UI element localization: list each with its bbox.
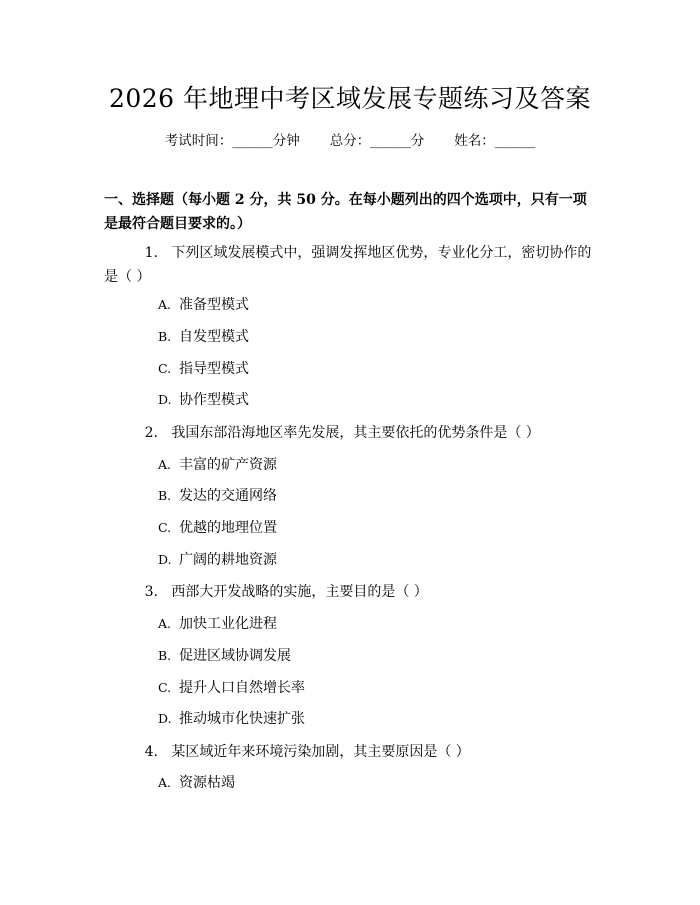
option-letter: B. [158,329,172,344]
option-text: 指导型模式 [179,361,249,377]
option-text: 自发型模式 [179,329,249,345]
option-letter: D. [158,392,172,407]
option-2-b [158,486,277,506]
total-score-field: 总分：______分 [329,133,425,149]
option-1-b [158,327,249,347]
option-text: 提升人口自然增长率 [179,680,305,696]
question-stem: 我国东部沿海地区率先发展，其主要依托的优势条件是（ ） [171,425,540,441]
option-text: 促进区域协调发展 [179,648,291,664]
option-2-c [158,518,277,538]
option-letter: D. [158,552,172,567]
option-1-a [158,295,249,315]
option-letter: C. [158,680,172,695]
option-3-c [158,678,305,698]
option-text: 发达的交通网络 [179,488,277,504]
option-letter: A. [158,297,172,312]
option-text: 丰富的矿产资源 [179,457,277,473]
question-number: 4. [144,744,158,760]
option-letter: C. [158,361,172,376]
student-name-field: 姓名：______ [454,133,536,149]
question-stem: 下列区域发展模式中，强调发挥地区优势，专业化分工，密切协作的是（ ） [104,245,592,285]
option-letter: A. [158,775,172,790]
option-text: 优越的地理位置 [179,520,277,536]
question-4 [104,740,600,764]
option-letter: B. [158,488,172,503]
exam-info-line [0,131,700,151]
option-text: 推动城市化快速扩张 [179,711,305,727]
option-text: 协作型模式 [179,392,249,408]
option-letter: A. [158,457,172,472]
exam-time-field: 考试时间：______分钟 [164,133,300,149]
question-3 [104,580,600,604]
option-letter: B. [158,648,172,663]
page-title: 2026 年地理中考区域发展专题练习及答案 [108,84,592,113]
question-1 [104,241,600,289]
option-text: 广阔的耕地资源 [179,552,277,568]
option-2-d [158,550,277,570]
option-3-a [158,614,277,634]
option-letter: D. [158,711,172,726]
question-number: 3. [144,584,158,600]
option-text: 资源枯竭 [179,775,235,791]
question-stem: 西部大开发战略的实施，主要目的是（ ） [171,584,428,600]
option-3-b [158,646,291,666]
question-2 [104,421,600,445]
question-stem: 某区域近年来环境污染加剧，其主要原因是（ ） [171,744,470,760]
question-number: 2. [144,425,158,441]
option-2-a [158,455,277,475]
option-1-d [158,390,249,410]
option-3-d [158,709,305,729]
option-4-a [158,773,235,793]
option-text: 准备型模式 [179,297,249,313]
option-letter: A. [158,616,172,631]
option-1-c [158,359,249,379]
section-heading: 一、选择题（每小题 2 分，共 50 分。在每小题列出的四个选项中，只有一项是最符合题目要求的。） [104,192,587,232]
option-text: 加快工业化进程 [179,616,277,632]
option-letter: C. [158,520,172,535]
question-number: 1. [144,245,158,261]
